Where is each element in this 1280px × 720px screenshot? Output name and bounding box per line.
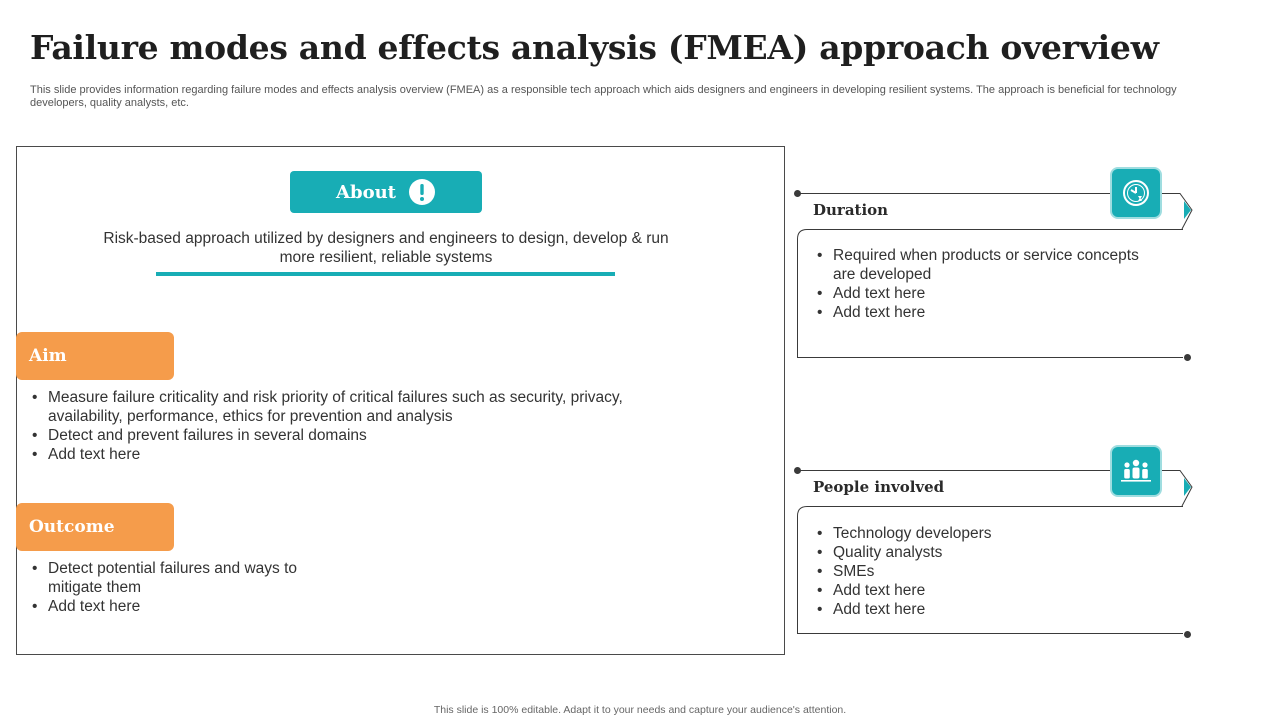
list-item: • SMEs: [815, 562, 1160, 581]
connector-dot: [1184, 354, 1191, 361]
about-underline: [156, 272, 615, 276]
duration-label: Duration: [813, 201, 889, 219]
outcome-label: Outcome: [29, 517, 115, 537]
list-item: • Detect and prevent failures in several domains: [30, 426, 670, 445]
footer-note: This slide is 100% editable. Adapt it to your needs and capture your audience's attention.: [433, 704, 847, 716]
aim-header: [16, 332, 174, 380]
duration-bullet-list: [815, 246, 1160, 322]
list-item: • Add text here: [30, 597, 330, 616]
about-label: About: [336, 181, 396, 203]
list-item: • Add text here: [815, 284, 1160, 303]
list-item: • Detect potential failures and ways to mitigate them: [30, 559, 330, 597]
list-item: • Add text here: [815, 581, 1160, 600]
outcome-header: [16, 503, 174, 551]
about-header: [290, 171, 482, 213]
connector-dot: [1184, 631, 1191, 638]
clock-icon: [1112, 169, 1160, 217]
outcome-bullet-list: [30, 559, 330, 616]
list-item: • Add text here: [815, 600, 1160, 619]
page-title: Failure modes and effects analysis (FMEA) approach overview: [30, 28, 1159, 67]
exclamation-icon: [408, 178, 436, 206]
list-item: • Add text here: [30, 445, 670, 464]
about-description: Risk-based approach utilized by designers and engineers to design, develop & run more resilient, reliable systems: [103, 230, 669, 266]
list-item: • Quality analysts: [815, 543, 1160, 562]
people-label: People involved: [813, 478, 945, 496]
aim-label: Aim: [29, 346, 67, 366]
list-item: • Add text here: [815, 303, 1160, 322]
slide-description: This slide provides information regarding failure modes and effects analysis overview (FMEA) as a responsible tech approach which aids designers and engineers in developing resilient systems. The approach is beneficial for technology developers, quality analysts, etc.: [30, 84, 1177, 109]
list-item: • Technology developers: [815, 524, 1160, 543]
aim-bullet-list: [30, 388, 670, 464]
team-icon: [1112, 447, 1160, 495]
people-bullet-list: [815, 524, 1160, 619]
list-item: • Required when products or service concepts are developed: [815, 246, 1160, 284]
list-item: • Measure failure criticality and risk priority of critical failures such as security, privacy, availability, performance, ethics for prevention and analysis: [30, 388, 670, 426]
